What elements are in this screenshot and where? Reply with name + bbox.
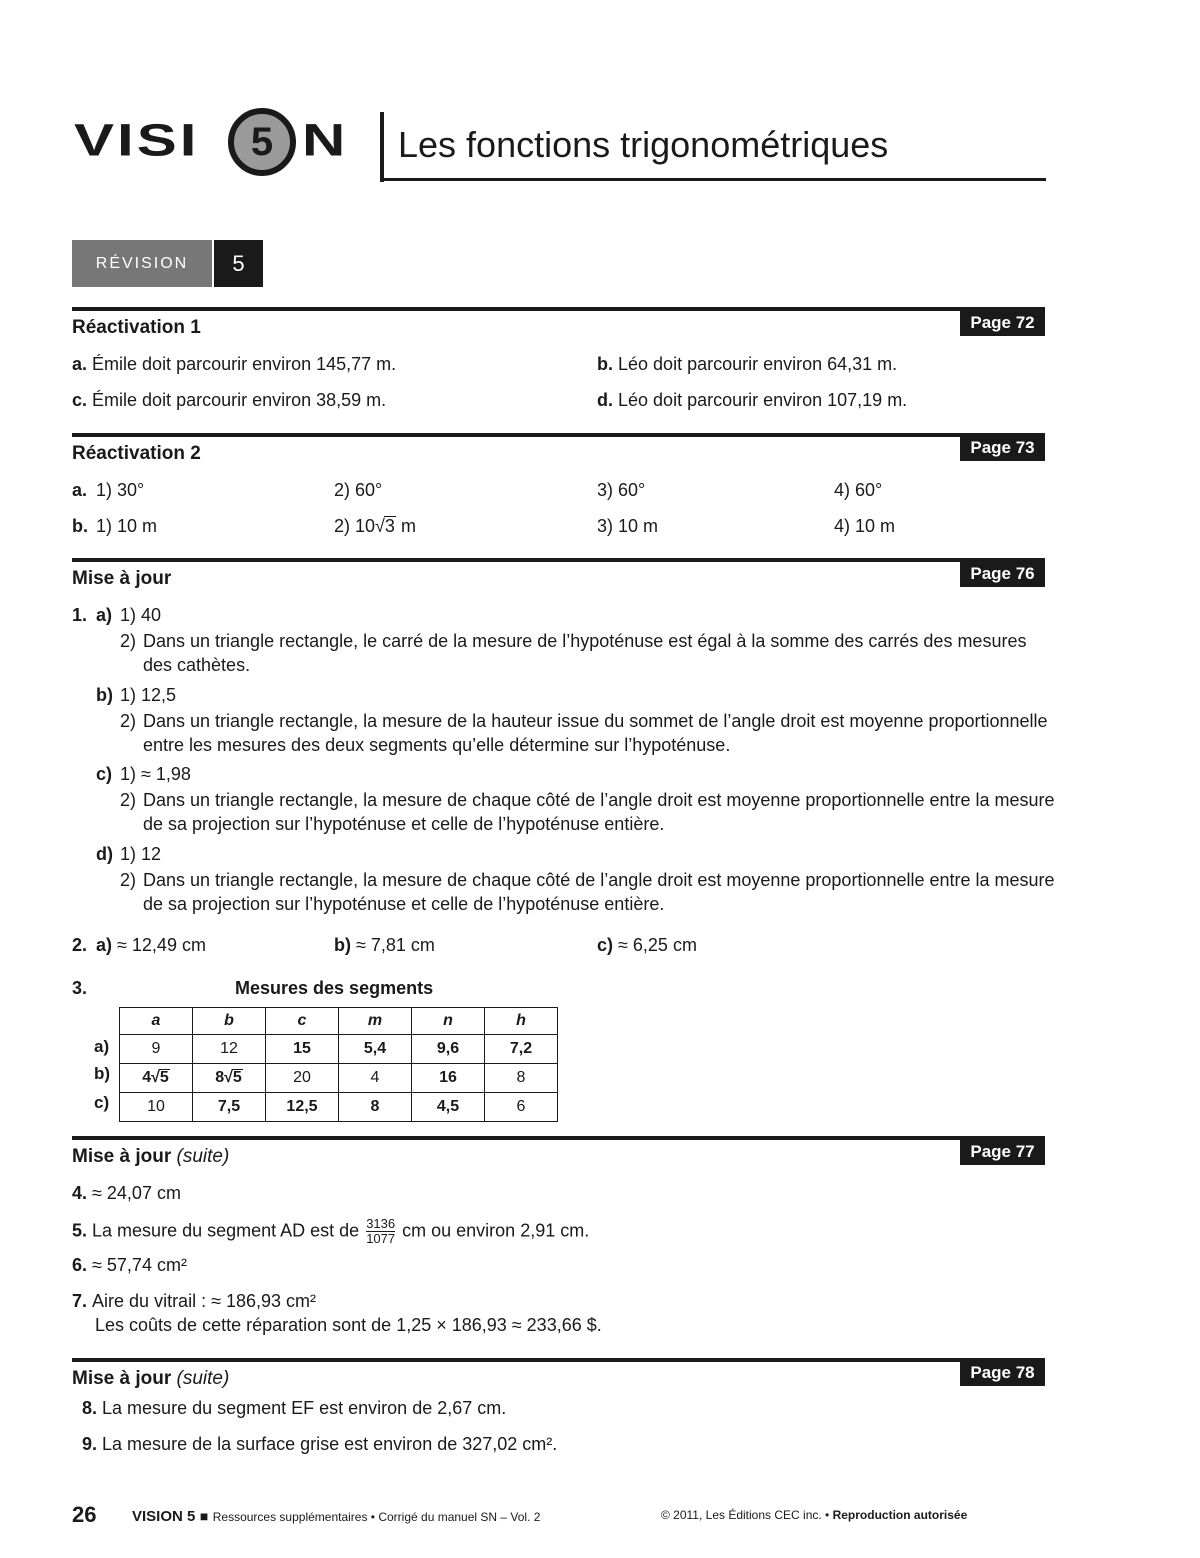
answer-value: 4) 10 m — [834, 516, 896, 536]
answer-value: 2) 60° — [334, 480, 383, 500]
fraction: $\frac{3136}{1077}$ — [366, 1216, 396, 1246]
answer-text: Dans un triangle rectangle, le carré de la mesure de l’hypoténuse est égal à la somme des carrés des mesures — [143, 631, 1027, 651]
table-cell: 10 — [120, 1093, 193, 1122]
answer-item: 9. La mesure de la surface grise est environ de 327,02 cm². — [82, 1434, 558, 1454]
answer-value: 1) ≈ 1,98 — [120, 764, 191, 784]
answer-item: 6. ≈ 57,74 cm² — [72, 1255, 187, 1275]
section-rule — [72, 1358, 1045, 1362]
table-row — [120, 1093, 558, 1122]
table-row — [120, 1064, 558, 1093]
sub-label: c) — [96, 764, 113, 784]
section-title: Mise à jour (suite) — [72, 1146, 230, 1167]
logo — [74, 108, 374, 184]
question-number: 1. — [72, 605, 88, 625]
question-number: 2. — [72, 935, 88, 955]
answer-value: 1) 30° — [96, 480, 145, 500]
answer-item: b) ≈ 7,81 cm — [334, 935, 435, 955]
answer-text: Les coûts de cette réparation sont de 1,25 × 186,93 ≈ 233,66 $. — [95, 1315, 602, 1335]
sub-label: b) — [96, 685, 113, 705]
page-ref-badge: Page 78 — [960, 1359, 1045, 1386]
column-header: c — [266, 1008, 339, 1035]
answer-item: b. Léo doit parcourir environ 64,31 m. — [597, 354, 898, 374]
section-title: Mise à jour (suite) — [72, 1368, 230, 1389]
sub-number: 2) — [120, 711, 137, 731]
answer-value: 1) 12,5 — [120, 685, 177, 705]
sub-number: 2) — [120, 631, 137, 651]
table-cell: 8 — [485, 1064, 558, 1093]
table-row — [120, 1035, 558, 1064]
answer-item: 5. La mesure du segment AD est de $\frac{3136}{1077}$ cm ou environ 2,91 cm. — [72, 1216, 590, 1246]
answer-value: 3) 10 m — [597, 516, 659, 536]
revision-badge — [72, 240, 263, 287]
table-cell: 16 — [412, 1064, 485, 1093]
table-cell: 12,5 — [266, 1093, 339, 1122]
table-cell: 8 — [339, 1093, 412, 1122]
answer-value: 4) 60° — [834, 480, 883, 500]
logo-circle — [228, 108, 296, 176]
table-title: Mesures des segments — [235, 978, 434, 998]
column-header: h — [485, 1008, 558, 1035]
answer-text: de sa projection sur l’hypoténuse et celle de l’hypoténuse entière. — [143, 814, 665, 834]
table-cell: 6 — [485, 1093, 558, 1122]
section-title: Réactivation 2 — [72, 443, 201, 464]
sub-label: a) — [96, 605, 113, 625]
answer-text: entre les mesures des deux segments qu’elle détermine sur l’hypoténuse. — [143, 735, 731, 755]
sqrt-symbol: √ — [375, 516, 385, 536]
table-cell: 20 — [266, 1064, 339, 1093]
footer-copyright: © 2011, Les Éditions CEC inc. • Reproduction autorisée — [661, 1508, 968, 1522]
revision-badge-number: 5 — [214, 240, 263, 287]
column-header: b — [193, 1008, 266, 1035]
sub-label: d) — [96, 844, 113, 864]
table-cell: 4√5 — [120, 1064, 193, 1093]
sub-number: 2) — [120, 790, 137, 810]
table-row-label: b) — [94, 1064, 111, 1083]
answer-item: 7. Aire du vitrail : ≈ 186,93 cm² — [72, 1291, 316, 1311]
page-number: 26 — [72, 1502, 97, 1527]
section-title: Réactivation 1 — [72, 317, 201, 338]
table-cell: 5,4 — [339, 1035, 412, 1064]
answer-item: 8. La mesure du segment EF est environ de 2,67 cm. — [82, 1398, 507, 1418]
table-cell: 7,2 — [485, 1035, 558, 1064]
row-label: b. — [72, 516, 88, 536]
answer-value: 1) 10 m — [96, 516, 158, 536]
column-header: m — [339, 1008, 412, 1035]
revision-badge-label: RÉVISION — [72, 240, 212, 287]
answer-item: c. Émile doit parcourir environ 38,59 m. — [72, 390, 387, 410]
question-number: 3. — [72, 978, 88, 998]
answer-item: c) ≈ 6,25 cm — [597, 935, 697, 955]
sub-number: 2) — [120, 870, 137, 890]
table-cell: 9 — [120, 1035, 193, 1064]
table-cell: 7,5 — [193, 1093, 266, 1122]
page-ref-badge: Page 76 — [960, 560, 1045, 587]
column-header: n — [412, 1008, 485, 1035]
table-row-label: c) — [94, 1093, 110, 1112]
table-cell: 4 — [339, 1064, 412, 1093]
section-rule — [72, 558, 1045, 562]
page-ref-badge: Page 72 — [960, 309, 1045, 336]
logo-text-post: N — [302, 114, 346, 165]
page-ref-badge: Page 73 — [960, 434, 1045, 461]
section-rule — [72, 307, 1045, 311]
answer-text: Dans un triangle rectangle, la mesure de chaque côté de l’angle droit est moyenne proportionnelle entre la mesure — [143, 790, 1055, 810]
header-rule-horizontal — [380, 178, 1046, 181]
table-cell: 15 — [266, 1035, 339, 1064]
answer-item: d. Léo doit parcourir environ 107,19 m. — [597, 390, 908, 410]
table-header-row — [120, 1008, 558, 1035]
section-rule — [72, 1136, 1045, 1140]
table-cell: 12 — [193, 1035, 266, 1064]
section-title: Mise à jour — [72, 568, 172, 589]
segments-table — [119, 1007, 558, 1122]
answer-value: 2) 10√3 m — [334, 516, 416, 536]
header-rule-vertical — [380, 112, 384, 182]
row-label: a. — [72, 480, 88, 500]
answer-value: 3) 60° — [597, 480, 646, 500]
answer-item: a. Émile doit parcourir environ 145,77 m. — [72, 354, 397, 374]
table-cell: 8√5 — [193, 1064, 266, 1093]
answer-value: 1) 12 — [120, 844, 162, 864]
footer-source: VISION 5 ■ Ressources supplémentaires • Corrigé du manuel SN – Vol. 2 — [132, 1508, 541, 1525]
logo-digit: 5 — [250, 120, 274, 164]
page-title: Les fonctions trigonométriques — [398, 124, 889, 165]
answer-text: de sa projection sur l’hypoténuse et celle de l’hypoténuse entière. — [143, 894, 665, 914]
answer-item: 4. ≈ 24,07 cm — [72, 1183, 181, 1203]
answer-text: Dans un triangle rectangle, la mesure de chaque côté de l’angle droit est moyenne proportionnelle entre la mesure — [143, 870, 1055, 890]
answer-text: des cathètes. — [143, 655, 251, 675]
answer-value: 1) 40 — [120, 605, 162, 625]
logo-text-pre: VISI — [74, 114, 200, 165]
section-rule — [72, 433, 1045, 437]
answer-text: Dans un triangle rectangle, la mesure de la hauteur issue du sommet de l’angle droit est moyenne proportionnelle — [143, 711, 1048, 731]
table-row-label: a) — [94, 1037, 110, 1056]
table-cell: 9,6 — [412, 1035, 485, 1064]
answer-item: a) ≈ 12,49 cm — [96, 935, 206, 955]
column-header: a — [120, 1008, 193, 1035]
table-cell: 4,5 — [412, 1093, 485, 1122]
page-ref-badge: Page 77 — [960, 1138, 1045, 1165]
